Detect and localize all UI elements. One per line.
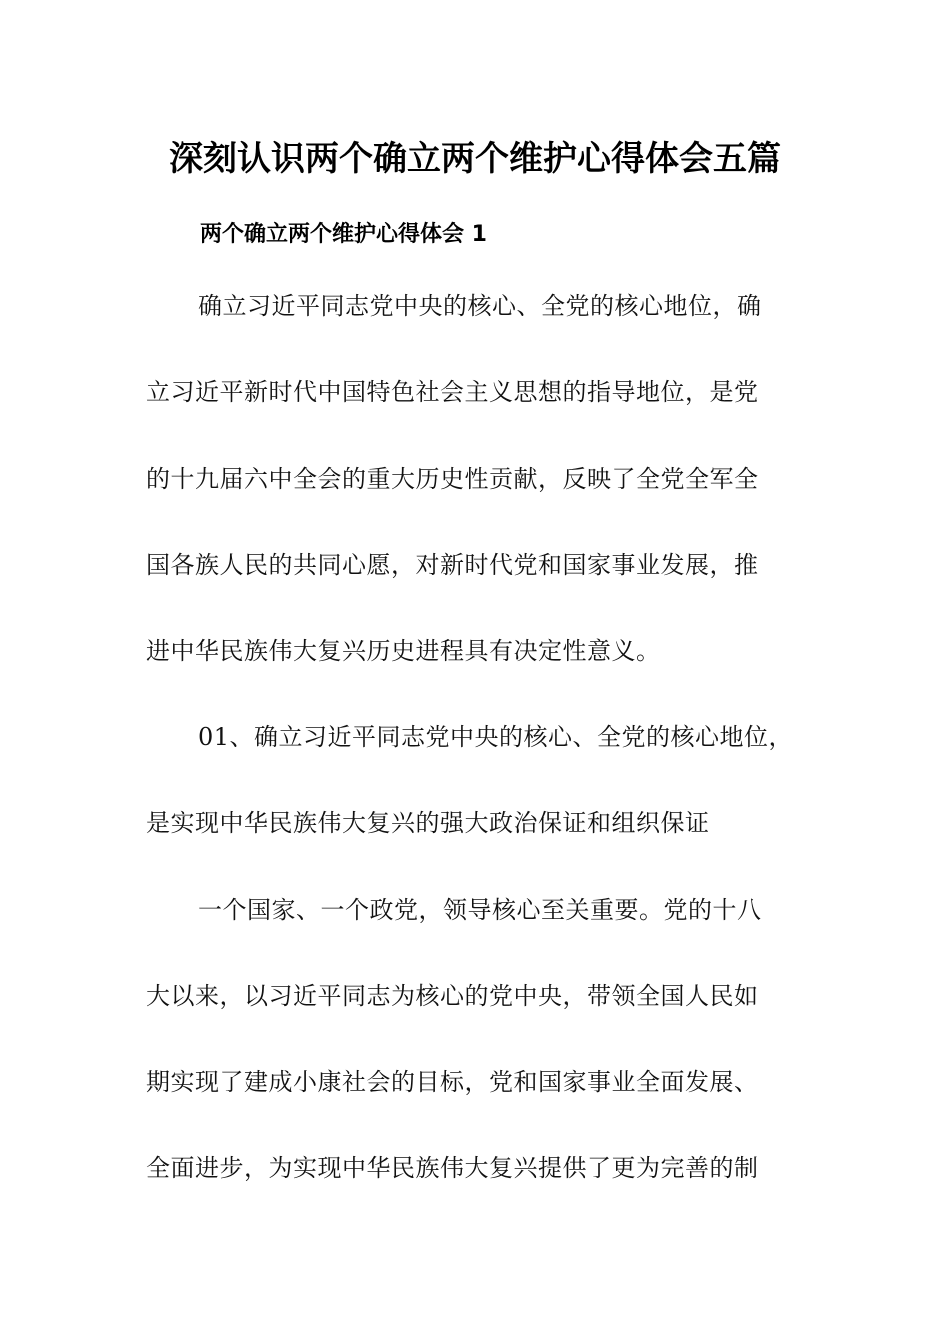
paragraph-line: 一个国家、一个政党，领导核心至关重要。党的十八 xyxy=(198,896,762,924)
paragraph-line: 01、确立习近平同志党中央的核心、全党的核心地位， xyxy=(198,723,794,751)
paragraph-line: 进中华民族伟大复兴历史进程具有决定性意义。 xyxy=(146,637,661,665)
paragraph-line: 大以来，以习近平同志为核心的党中央，带领全国人民如 xyxy=(146,982,759,1010)
section-heading: 两个确立两个维护心得体会 1 xyxy=(200,222,487,247)
paragraph-line: 全面进步，为实现中华民族伟大复兴提供了更为完善的制 xyxy=(146,1154,759,1182)
document-title: 深刻认识两个确立两个维护心得体会五篇 xyxy=(169,139,781,179)
paragraph-line: 的十九届六中全会的重大历史性贡献，反映了全党全军全 xyxy=(146,465,759,493)
paragraph-line: 期实现了建成小康社会的目标，党和国家事业全面发展、 xyxy=(146,1068,759,1096)
paragraph-line: 立习近平新时代中国特色社会主义思想的指导地位，是党 xyxy=(146,378,759,406)
paragraph-line: 国各族人民的共同心愿，对新时代党和国家事业发展，推 xyxy=(146,551,759,579)
paragraph-line: 确立习近平同志党中央的核心、全党的核心地位，确 xyxy=(198,292,762,320)
paragraph-line: 是实现中华民族伟大复兴的强大政治保证和组织保证 xyxy=(146,809,710,837)
